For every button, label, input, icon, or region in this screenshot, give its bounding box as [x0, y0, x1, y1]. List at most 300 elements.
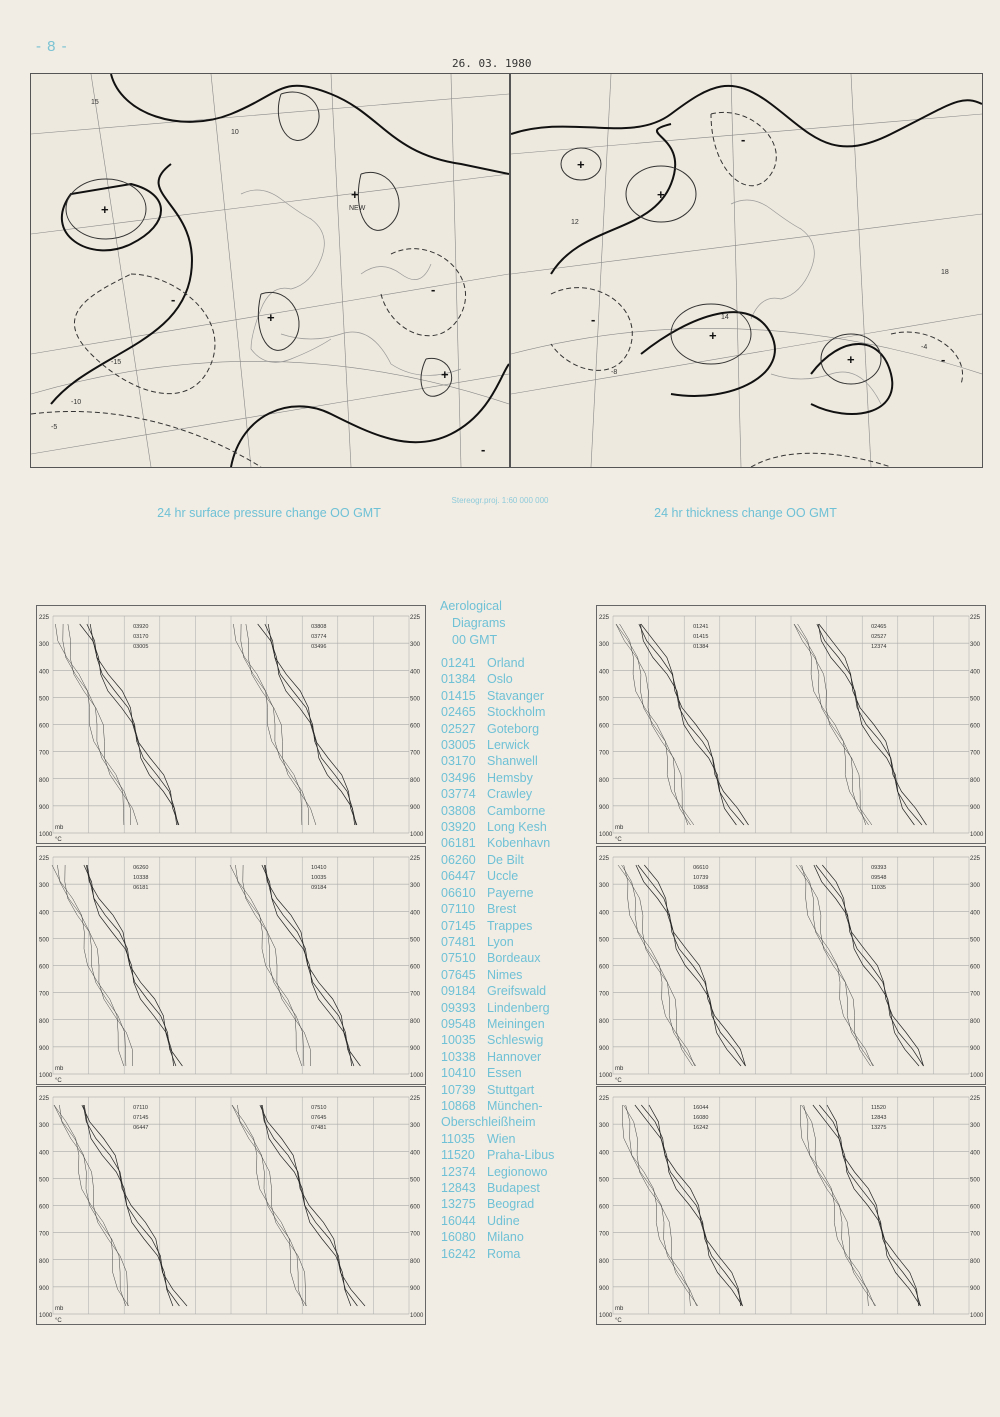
- pressure-level-label: 300: [39, 642, 50, 649]
- diagram-station-code: 03005: [133, 644, 149, 650]
- pressure-level-label: 400: [970, 669, 981, 676]
- pressure-level-label: 225: [39, 856, 50, 862]
- pressure-level-label: 800: [970, 1258, 981, 1265]
- station-code: 10739: [441, 1082, 476, 1097]
- pressure-level-label: 225: [970, 1096, 981, 1102]
- pressure-level-label: 400: [599, 1150, 610, 1157]
- diagram-station-code: 06181: [133, 885, 149, 891]
- station-name: Oslo: [487, 672, 513, 687]
- thickness-rise-center: +: [709, 328, 717, 343]
- pressure-level-label: 300: [410, 642, 421, 649]
- pressure-rise-center: +: [441, 367, 449, 382]
- diagram-station-code: 01384: [693, 644, 709, 650]
- station-name: Wien: [487, 1131, 516, 1146]
- station-entry: [441, 1065, 554, 1081]
- station-name: Crawley: [487, 787, 533, 802]
- pressure-fall-center: -: [431, 282, 436, 297]
- station-entry: [441, 770, 554, 786]
- pressure-level-label: 400: [39, 669, 50, 676]
- aerological-diagram-chart: [37, 1087, 425, 1324]
- station-name: Stockholm: [487, 705, 546, 720]
- pressure-level-label: 800: [599, 777, 610, 784]
- station-entry: [441, 983, 554, 999]
- station-name: Long Kesh: [487, 820, 547, 835]
- thickness-rise-center: +: [847, 352, 855, 367]
- station-name: Milano: [487, 1230, 524, 1245]
- pressure-level-label: 600: [39, 723, 50, 730]
- diagram-station-code: 03170: [133, 634, 149, 640]
- station-entry: [441, 753, 554, 769]
- projection-note: Stereogr.proj. 1:60 000 000: [451, 496, 549, 505]
- diagram-station-code: 13275: [871, 1125, 887, 1131]
- station-name: Shanwell: [487, 754, 538, 769]
- pressure-level-label: 225: [410, 615, 421, 621]
- station-name: Bordeaux: [487, 951, 541, 966]
- station-name: De Bilt: [487, 852, 524, 867]
- pressure-level-label: 600: [599, 964, 610, 971]
- pressure-level-label: 1000: [410, 832, 424, 838]
- pressure-level-label: 400: [39, 910, 50, 917]
- pressure-level-label: 1000: [970, 1073, 984, 1079]
- pressure-level-label: 900: [599, 1045, 610, 1052]
- legend-title-line: Diagrams: [452, 616, 506, 630]
- diagram-station-code: 12374: [871, 644, 887, 650]
- diagram-station-code: 06610: [693, 865, 709, 871]
- station-name: Meiningen: [487, 1016, 545, 1031]
- pressure-level-label: 400: [39, 1150, 50, 1157]
- station-entry: [441, 671, 554, 687]
- station-entry: [441, 819, 554, 835]
- pressure-level-label: 300: [410, 883, 421, 890]
- station-entry: [441, 1000, 554, 1016]
- pressure-level-label: 300: [599, 883, 610, 890]
- station-code: 16080: [441, 1230, 476, 1245]
- pressure-level-label: 900: [599, 1285, 610, 1292]
- diagram-station-code: 10035: [311, 875, 327, 881]
- pressure-level-label: 700: [599, 1231, 610, 1238]
- pressure-level-label: 800: [39, 1258, 50, 1265]
- pressure-level-label: 600: [970, 964, 981, 971]
- thickness-caption: 24 hr thickness change OO GMT: [654, 506, 837, 520]
- pressure-level-label: 300: [410, 1123, 421, 1130]
- station-entry: [441, 704, 554, 720]
- pressure-level-label: 800: [410, 1258, 421, 1265]
- pressure-level-label: 400: [410, 910, 421, 917]
- pressure-level-label: 300: [599, 1123, 610, 1130]
- station-code: 03808: [441, 803, 476, 818]
- station-name: Camborne: [487, 803, 546, 818]
- pressure-fall-center: -: [171, 292, 176, 307]
- station-entry: [441, 1082, 554, 1098]
- station-name: Stuttgart: [487, 1082, 535, 1097]
- station-code: 01415: [441, 688, 476, 703]
- station-code: 03774: [441, 787, 476, 802]
- thickness-label: 12: [571, 219, 579, 226]
- temperature-unit: °C: [615, 1318, 622, 1324]
- thickness-fall-center: -: [741, 132, 746, 147]
- diagram-station-code: 10739: [693, 875, 709, 881]
- pressure-level-label: 1000: [410, 1313, 424, 1319]
- pressure-level-label: 500: [599, 696, 610, 703]
- station-name: Goteborg: [487, 721, 540, 736]
- station-code: 06610: [441, 885, 476, 900]
- station-code: 02465: [441, 705, 476, 720]
- pressure-level-label: 400: [410, 669, 421, 676]
- pressure-level-label: 300: [599, 642, 610, 649]
- diagram-station-code: 03496: [311, 644, 327, 650]
- pressure-level-label: 500: [410, 937, 421, 944]
- pressure-level-label: 500: [410, 1177, 421, 1184]
- pressure-level-label: 225: [970, 615, 981, 621]
- pressure-level-label: 225: [599, 1096, 610, 1102]
- station-name: Roma: [487, 1246, 521, 1261]
- station-name: Schleswig: [487, 1033, 544, 1048]
- station-entry: [441, 1213, 554, 1229]
- aerological-diagram-chart: [597, 1087, 985, 1324]
- pressure-level-label: 700: [970, 1231, 981, 1238]
- pressure-level-label: 300: [970, 642, 981, 649]
- pressure-level-label: 600: [410, 723, 421, 730]
- pressure-level-label: 800: [970, 1018, 981, 1025]
- diagram-station-code: 16080: [693, 1115, 709, 1121]
- aerological-diagram-chart: [37, 847, 425, 1084]
- pressure-level-label: 225: [599, 856, 610, 862]
- diagram-station-code: 07481: [311, 1125, 327, 1131]
- pressure-level-label: 600: [970, 723, 981, 730]
- pressure-level-label: 1000: [39, 832, 53, 838]
- station-code: 01241: [441, 656, 476, 670]
- pressure-level-label: 700: [599, 991, 610, 998]
- station-entry: [441, 786, 554, 802]
- pressure-level-label: 500: [599, 937, 610, 944]
- pressure-rise-center: +: [351, 187, 359, 202]
- pressure-level-label: 800: [410, 1018, 421, 1025]
- pressure-level-label: 600: [410, 964, 421, 971]
- station-entry: [441, 868, 554, 884]
- station-entry: [441, 1147, 554, 1163]
- station-code: 06447: [441, 869, 476, 884]
- pressure-unit: mb: [615, 825, 624, 831]
- thickness-fall-center: -: [941, 352, 946, 367]
- temperature-unit: °C: [615, 1078, 622, 1084]
- thickness-map-drawing: [511, 74, 982, 467]
- pressure-level-label: 600: [39, 964, 50, 971]
- station-name: Nimes: [487, 967, 523, 982]
- surface-pressure-caption: 24 hr surface pressure change OO GMT: [157, 506, 381, 520]
- station-code: 10868: [441, 1098, 476, 1113]
- station-name: Hemsby: [487, 770, 533, 785]
- diagram-station-code: 07510: [311, 1105, 327, 1111]
- pressure-level-label: 1000: [599, 1073, 613, 1079]
- station-entry: [441, 1180, 554, 1196]
- station-name: Orland: [487, 656, 525, 670]
- pressure-level-label: 600: [410, 1204, 421, 1211]
- station-code: 07481: [441, 934, 476, 949]
- pressure-level-label: 225: [39, 1096, 50, 1102]
- pressure-level-label: 400: [410, 1150, 421, 1157]
- thickness-label: -8: [611, 369, 618, 376]
- station-code: 09548: [441, 1016, 476, 1031]
- pressure-level-label: 700: [410, 750, 421, 757]
- pressure-level-label: 400: [970, 910, 981, 917]
- station-code: 02527: [441, 721, 476, 736]
- pressure-level-label: 800: [39, 1018, 50, 1025]
- pressure-level-label: 500: [599, 1177, 610, 1184]
- pressure-level-label: 900: [410, 1285, 421, 1292]
- station-entry: [441, 1049, 554, 1065]
- pressure-level-label: 900: [39, 1285, 50, 1292]
- surface-pressure-change-map: [30, 73, 510, 468]
- aerological-diagram-chart: [597, 606, 985, 843]
- pressure-level-label: 1000: [39, 1313, 53, 1319]
- isallobar-label: -15: [111, 359, 122, 366]
- aerological-diagram-d5: [596, 846, 986, 1085]
- pressure-level-label: 700: [39, 750, 50, 757]
- pressure-fall-center: -: [481, 442, 486, 457]
- pressure-level-label: 600: [599, 723, 610, 730]
- diagram-station-code: 09393: [871, 865, 887, 871]
- station-code: 03170: [441, 754, 476, 769]
- pressure-level-label: 700: [410, 1231, 421, 1238]
- pressure-level-label: 225: [599, 615, 610, 621]
- aerological-diagram-d1: [36, 605, 426, 844]
- isallobar-label: -5: [51, 424, 58, 431]
- station-entry: [441, 688, 554, 704]
- pressure-level-label: 700: [39, 991, 50, 998]
- station-code: 07645: [441, 967, 476, 982]
- pressure-level-label: 300: [970, 1123, 981, 1130]
- station-code: 07145: [441, 918, 476, 933]
- station-code: 12374: [441, 1164, 476, 1179]
- station-entry: [441, 1196, 554, 1212]
- diagram-station-code: 11520: [871, 1105, 886, 1111]
- diagram-station-code: 11035: [871, 885, 886, 891]
- thickness-rise-center: +: [577, 157, 585, 172]
- station-entry: [441, 721, 554, 737]
- diagram-station-code: 10338: [133, 875, 149, 881]
- pressure-level-label: 400: [970, 1150, 981, 1157]
- pressure-level-label: 1000: [39, 1073, 53, 1079]
- aerological-diagram-d4: [596, 605, 986, 844]
- isallobar-label: 15: [91, 99, 99, 106]
- pressure-level-label: 800: [970, 777, 981, 784]
- station-name: Budapest: [487, 1181, 540, 1195]
- pressure-level-label: 900: [970, 804, 981, 811]
- diagram-station-code: 06260: [133, 865, 149, 871]
- surface-pressure-map-drawing: [31, 74, 509, 467]
- diagram-station-code: 16044: [693, 1105, 709, 1111]
- pressure-level-label: 800: [599, 1258, 610, 1265]
- diagram-station-code: 02527: [871, 634, 887, 640]
- diagram-station-code: 03774: [311, 634, 327, 640]
- pressure-level-label: 225: [410, 856, 421, 862]
- pressure-level-label: 900: [599, 804, 610, 811]
- map-label-new: NEW: [349, 205, 366, 212]
- station-code: 01384: [441, 672, 476, 687]
- station-entry: [441, 1164, 554, 1180]
- pressure-level-label: 500: [39, 696, 50, 703]
- station-name: Brest: [487, 902, 517, 917]
- diagram-station-code: 07645: [311, 1115, 327, 1121]
- pressure-unit: mb: [55, 1066, 64, 1072]
- diagram-station-code: 16242: [693, 1125, 709, 1131]
- station-name: Essen: [487, 1066, 522, 1081]
- pressure-unit: mb: [615, 1306, 624, 1312]
- pressure-level-label: 800: [410, 777, 421, 784]
- station-entry: [441, 803, 554, 819]
- station-list: [441, 655, 554, 1262]
- diagram-station-code: 10410: [311, 865, 327, 871]
- station-entry: [441, 901, 554, 917]
- aerological-diagram-d2: [36, 846, 426, 1085]
- pressure-unit: mb: [615, 1066, 624, 1072]
- station-entry: [441, 835, 554, 851]
- station-entry: [441, 1131, 554, 1147]
- station-name: Greifswald: [487, 984, 547, 999]
- pressure-level-label: 600: [39, 1204, 50, 1211]
- pressure-unit: mb: [55, 825, 64, 831]
- pressure-level-label: 800: [39, 777, 50, 784]
- station-name: Hannover: [487, 1049, 542, 1064]
- station-name: München-: [487, 1098, 543, 1113]
- station-entry: [441, 852, 554, 868]
- diagram-station-code: 03808: [311, 624, 327, 630]
- pressure-level-label: 400: [599, 910, 610, 917]
- station-code: 10410: [441, 1066, 476, 1081]
- station-entry: [441, 934, 554, 950]
- pressure-level-label: 225: [970, 856, 981, 862]
- station-code: 16242: [441, 1246, 476, 1261]
- page-date: 26. 03. 1980: [452, 57, 532, 70]
- isallobar-label: 10: [231, 129, 239, 136]
- diagram-station-code: 10868: [693, 885, 709, 891]
- temperature-unit: °C: [615, 837, 622, 843]
- pressure-level-label: 800: [599, 1018, 610, 1025]
- station-code: 11035: [441, 1131, 475, 1146]
- pressure-level-label: 700: [599, 750, 610, 757]
- legend-title-line: Aerological: [440, 599, 502, 613]
- station-code: 10338: [441, 1049, 476, 1064]
- station-code: 09393: [441, 1000, 476, 1015]
- pressure-level-label: 1000: [599, 1313, 613, 1319]
- pressure-level-label: 225: [39, 615, 50, 621]
- diagram-station-code: 02465: [871, 624, 887, 630]
- pressure-level-label: 500: [39, 937, 50, 944]
- station-entry: [441, 918, 554, 934]
- legend-title: [440, 598, 506, 649]
- pressure-level-label: 600: [970, 1204, 981, 1211]
- pressure-level-label: 700: [410, 991, 421, 998]
- station-entry: [441, 950, 554, 966]
- pressure-rise-center: +: [267, 310, 275, 325]
- station-code: 03005: [441, 738, 476, 753]
- pressure-level-label: 500: [970, 1177, 981, 1184]
- pressure-level-label: 1000: [970, 1313, 984, 1319]
- diagram-station-code: 06447: [133, 1125, 149, 1131]
- station-code: 12843: [441, 1181, 476, 1195]
- pressure-level-label: 700: [970, 991, 981, 998]
- station-code: 03920: [441, 820, 476, 835]
- station-name: Legionowo: [487, 1164, 548, 1179]
- diagram-station-code: 09548: [871, 875, 887, 881]
- station-code: 13275: [441, 1197, 476, 1212]
- aerological-diagram-d6: [596, 1086, 986, 1325]
- station-code: 03496: [441, 770, 476, 785]
- pressure-level-label: 500: [39, 1177, 50, 1184]
- pressure-level-label: 1000: [599, 832, 613, 838]
- pressure-level-label: 600: [599, 1204, 610, 1211]
- pressure-level-label: 500: [970, 696, 981, 703]
- pressure-level-label: 500: [970, 937, 981, 944]
- pressure-rise-center: +: [101, 202, 109, 217]
- station-entry: [441, 1246, 554, 1262]
- station-code: 11520: [441, 1148, 475, 1163]
- pressure-level-label: 400: [599, 669, 610, 676]
- station-code: 09184: [441, 984, 476, 999]
- station-code: 06260: [441, 852, 476, 867]
- station-name: Lyon: [487, 934, 514, 949]
- pressure-level-label: 900: [410, 804, 421, 811]
- diagram-station-code: 07110: [133, 1105, 148, 1111]
- station-name: Udine: [487, 1213, 520, 1228]
- aerological-diagram-chart: [37, 606, 425, 843]
- station-name-continued: Oberschleißheim: [441, 1115, 536, 1130]
- pressure-level-label: 300: [39, 1123, 50, 1130]
- station-code: 10035: [441, 1033, 476, 1048]
- page-number: - 8 -: [36, 38, 68, 55]
- station-name: Lerwick: [487, 738, 530, 753]
- pressure-level-label: 300: [39, 883, 50, 890]
- station-code: 07110: [441, 902, 475, 917]
- diagram-station-code: 01241: [693, 624, 709, 630]
- diagram-station-code: 07145: [133, 1115, 149, 1121]
- temperature-unit: °C: [55, 1078, 62, 1084]
- pressure-level-label: 900: [39, 804, 50, 811]
- thickness-rise-center: +: [657, 187, 665, 202]
- pressure-level-label: 700: [970, 750, 981, 757]
- station-name: Payerne: [487, 885, 534, 900]
- station-entry: [441, 737, 554, 753]
- pressure-level-label: 900: [970, 1045, 981, 1052]
- station-code: 16044: [441, 1213, 476, 1228]
- diagram-station-code: 09184: [311, 885, 327, 891]
- station-name: Kobenhavn: [487, 836, 551, 851]
- thickness-label: -4: [921, 344, 928, 351]
- thickness-label: 18: [941, 269, 949, 276]
- pressure-level-label: 300: [970, 883, 981, 890]
- aerological-diagram-chart: [597, 847, 985, 1084]
- station-entry: [441, 885, 554, 901]
- station-code: 07510: [441, 951, 476, 966]
- diagram-station-code: 03920: [133, 624, 149, 630]
- pressure-level-label: 225: [410, 1096, 421, 1102]
- temperature-unit: °C: [55, 837, 62, 843]
- pressure-level-label: 1000: [410, 1073, 424, 1079]
- thickness-change-map: [510, 73, 983, 468]
- pressure-level-label: 700: [39, 1231, 50, 1238]
- pressure-level-label: 500: [410, 696, 421, 703]
- pressure-level-label: 900: [410, 1045, 421, 1052]
- station-name: Beograd: [487, 1197, 535, 1212]
- station-name: Trappes: [487, 918, 533, 933]
- thickness-label: 14: [721, 314, 729, 321]
- station-entry: [441, 1016, 554, 1032]
- temperature-unit: °C: [55, 1318, 62, 1324]
- station-name: Lindenberg: [487, 1000, 550, 1015]
- isallobar-label: -10: [71, 399, 82, 406]
- station-entry: [441, 967, 554, 983]
- station-name: Uccle: [487, 869, 519, 884]
